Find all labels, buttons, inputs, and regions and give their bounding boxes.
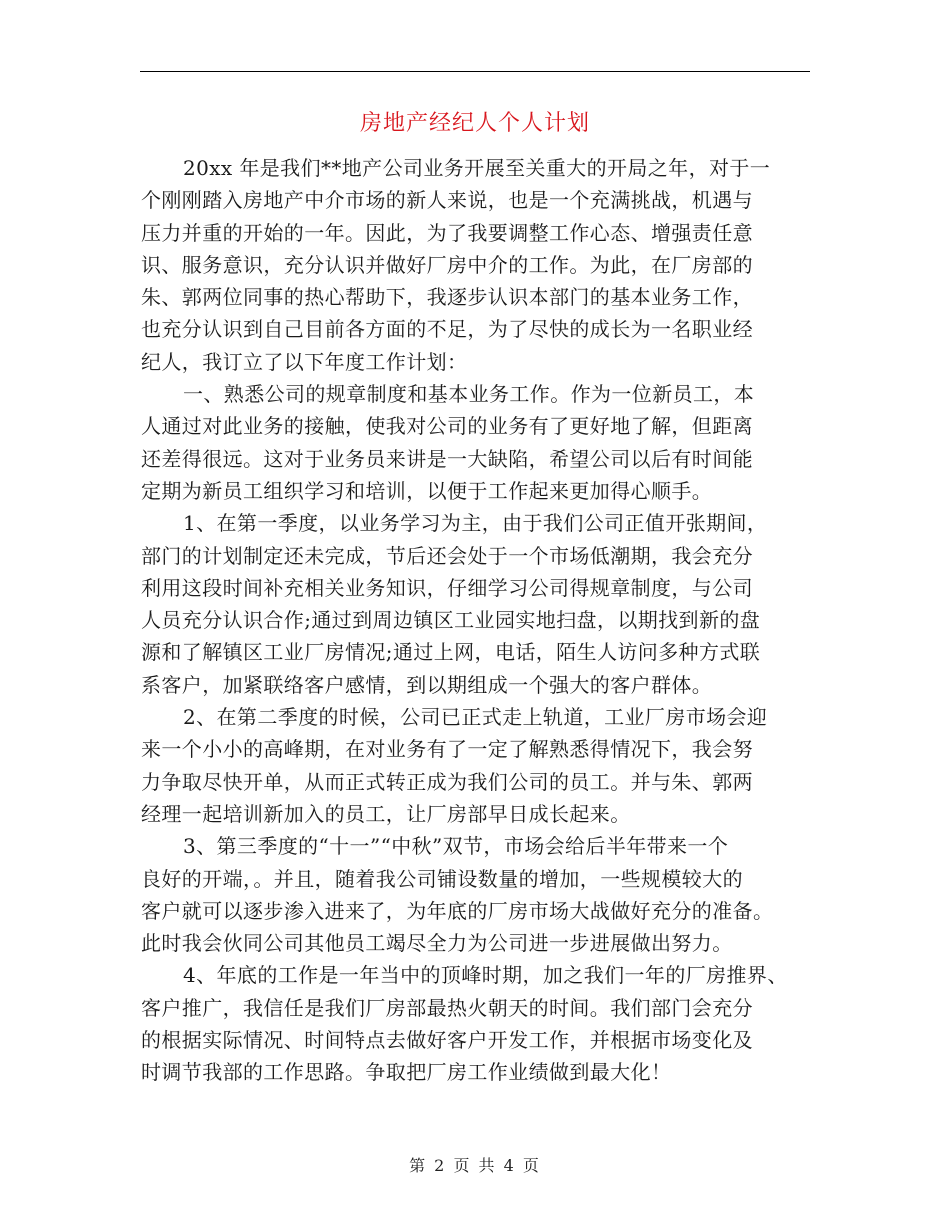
- paragraph-year-end: [141, 959, 811, 1088]
- document-body: [141, 152, 811, 1089]
- paragraph-line: 个刚刚踏入房地产中介市场的新人来说，也是一个充满挑战，机遇与: [141, 188, 753, 213]
- paragraph-quarter-three: [141, 830, 811, 959]
- paragraph-line: 源和了解镇区工业厂房情况;通过上网，电话，陌生人访问多种方式联: [141, 640, 761, 665]
- paragraph-line: 识、服务意识，充分认识并做好厂房中介的工作。为此，在厂房部的: [141, 252, 753, 277]
- paragraph-line: 压力并重的开始的一年。因此，为了我要调整工作心态、增强责任意: [141, 220, 753, 245]
- paragraph-line: 还差得很远。这对于业务员来讲是一大缺陷，希望公司以后有时间能: [141, 446, 753, 471]
- paragraph-line: 经理一起培训新加入的员工，让厂房部早日成长起来。: [141, 801, 631, 826]
- paragraph-line: 力争取尽快开单，从而正式转正成为我们公司的员工。并与朱、郭两: [141, 769, 753, 794]
- paragraph-line: 部门的计划制定还未完成，节后还会处于一个市场低潮期，我会充分: [141, 543, 753, 568]
- paragraph-quarter-two: [141, 701, 811, 830]
- paragraph-line: 人员充分认识合作;通过到周边镇区工业园实地扫盘，以期找到新的盘: [141, 608, 761, 633]
- paragraph-line: 1、在第一季度，以业务学习为主，由于我们公司正值开张期间，: [183, 511, 768, 536]
- paragraph-line: 此时我会伙同公司其他员工竭尽全力为公司进一步进展做出努力。: [141, 931, 733, 956]
- paragraph-line: 纪人，我订立了以下年度工作计划：: [141, 349, 468, 374]
- document-title: 房地产经纪人个人计划: [359, 111, 590, 136]
- paragraph-line: 来一个小小的高峰期，在对业务有了一定了解熟悉得情况下，我会努: [141, 737, 753, 762]
- paragraph-line: 良好的开端，。并且，随着我公司铺设数量的增加，一些规模较大的: [141, 866, 743, 891]
- paragraph-line: 3、第三季度的“十一”“中秋”双节，市场会给后半年带来一个: [183, 834, 729, 859]
- paragraph-section-one: [141, 378, 811, 507]
- paragraph-line: 客户就可以逐步渗入进来了，为年底的厂房市场大战做好充分的准备。: [141, 898, 774, 923]
- paragraph-line: 人通过对此业务的接触，使我对公司的业务有了更好地了解，但距离: [141, 414, 753, 439]
- paragraph-line: 定期为新员工组织学习和培训，以便于工作起来更加得心顺手。: [141, 478, 713, 503]
- paragraph-line: 20xx 年是我们**地产公司业务开展至关重大的开局之年，对于一: [183, 156, 771, 180]
- paragraph-line: 时调节我部的工作思路。争取把厂房工作业绩做到最大化！: [141, 1060, 672, 1085]
- paragraph-line: 也充分认识到自己目前各方面的不足，为了尽快的成长为一名职业经: [141, 317, 753, 342]
- paragraph-line: 2、在第二季度的时候，公司已正式走上轨道，工业厂房市场会迎: [183, 705, 768, 730]
- paragraph-line: 朱、郭两位同事的热心帮助下，我逐步认识本部门的基本业务工作，: [141, 285, 753, 310]
- paragraph-quarter-one: [141, 507, 811, 701]
- paragraph-line: 系客户，加紧联络客户感情，到以期组成一个强大的客户群体。: [141, 672, 713, 697]
- header-rule: [140, 71, 810, 72]
- paragraph-intro: [141, 152, 811, 378]
- paragraph-line: 的根据实际情况、时间特点去做好客户开发工作，并根据市场变化及: [141, 1028, 753, 1053]
- paragraph-line: 利用这段时间补充相关业务知识，仔细学习公司得规章制度，与公司: [141, 575, 753, 600]
- paragraph-line: 客户推广，我信任是我们厂房部最热火朝天的时间。我们部门会充分: [141, 995, 753, 1020]
- paragraph-line: 一、熟悉公司的规章制度和基本业务工作。作为一位新员工，本: [183, 382, 755, 407]
- page-number: 第 2 页 共 4 页: [409, 1156, 541, 1175]
- paragraph-line: 4、年底的工作是一年当中的顶峰时期，加之我们一年的厂房推界、: [183, 963, 788, 988]
